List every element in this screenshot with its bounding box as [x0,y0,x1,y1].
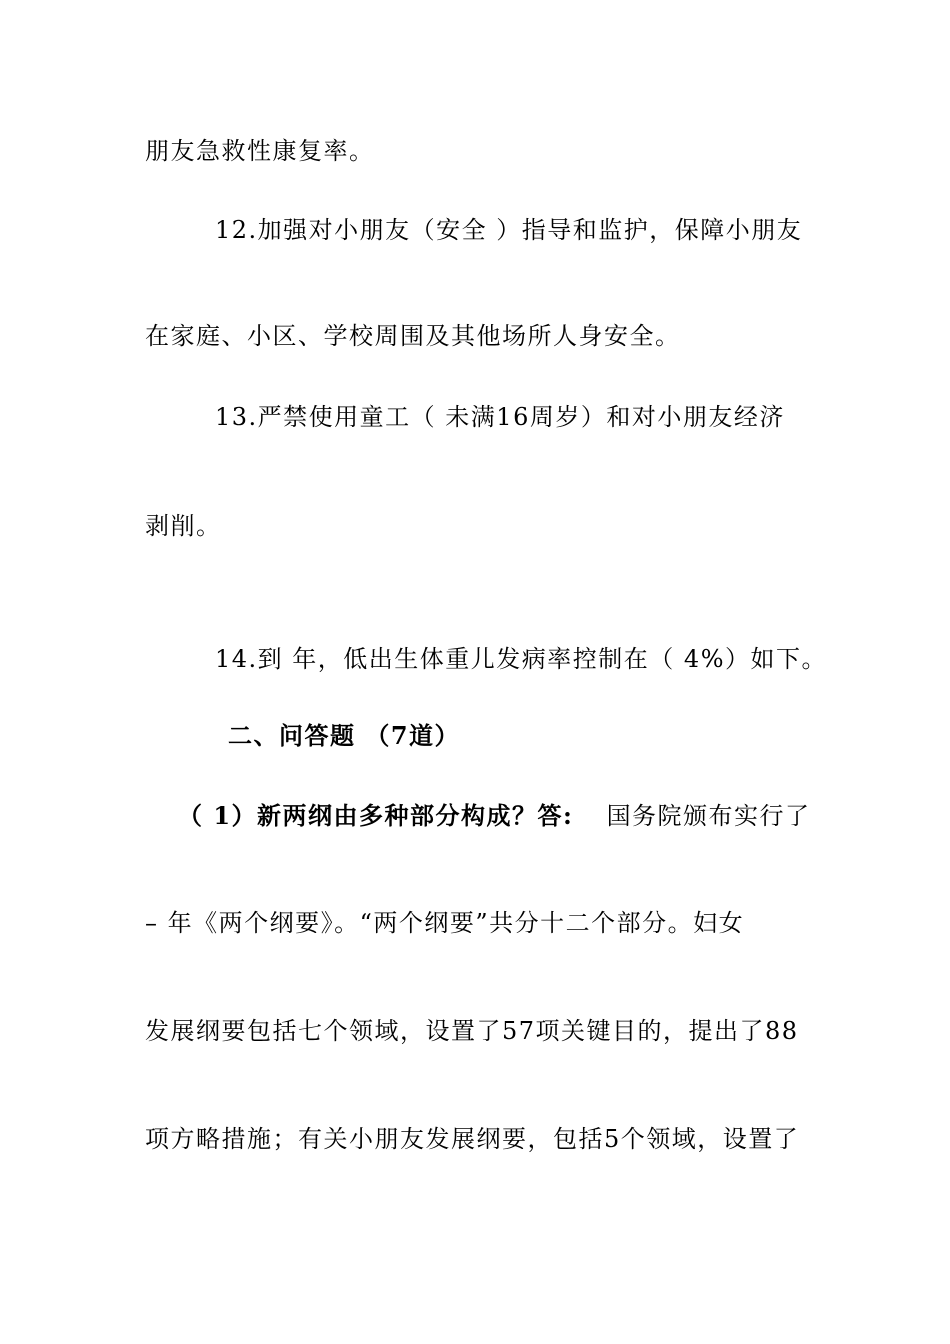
text-line-item-12: 12.加强对小朋友（安全 ）指导和监护，保障小朋友 [215,216,803,244]
text-line-5: 剥削。 [145,512,222,540]
section-heading: 二、问答题 （7道） [228,721,461,750]
question-label: （ 1）新两纲由多种部分构成？答: [178,801,574,830]
text-line-9: – 年《两个纲要》。“两个纲要”共分十二个部分。妇女 [145,909,745,937]
text-line-item-14: 14.到 年，低出生体重儿发病率控制在（ 4%）如下。 [215,645,827,673]
text-line-item-13: 13.严禁使用童工（ 未满16周岁）和对小朋友经济 [215,403,785,431]
question-line [178,800,811,832]
text-line-11: 项方略措施；有关小朋友发展纲要，包括5个领域，设置了 [145,1125,800,1153]
text-line-1: 朋友急救性康复率。 [145,137,375,165]
text-line-10: 发展纲要包括七个领域，设置了57项关键目的，提出了88 [145,1017,799,1045]
text-line-3: 在家庭、小区、学校周围及其他场所人身安全。 [145,322,681,350]
answer-start: 国务院颁布实行了 [606,802,811,830]
